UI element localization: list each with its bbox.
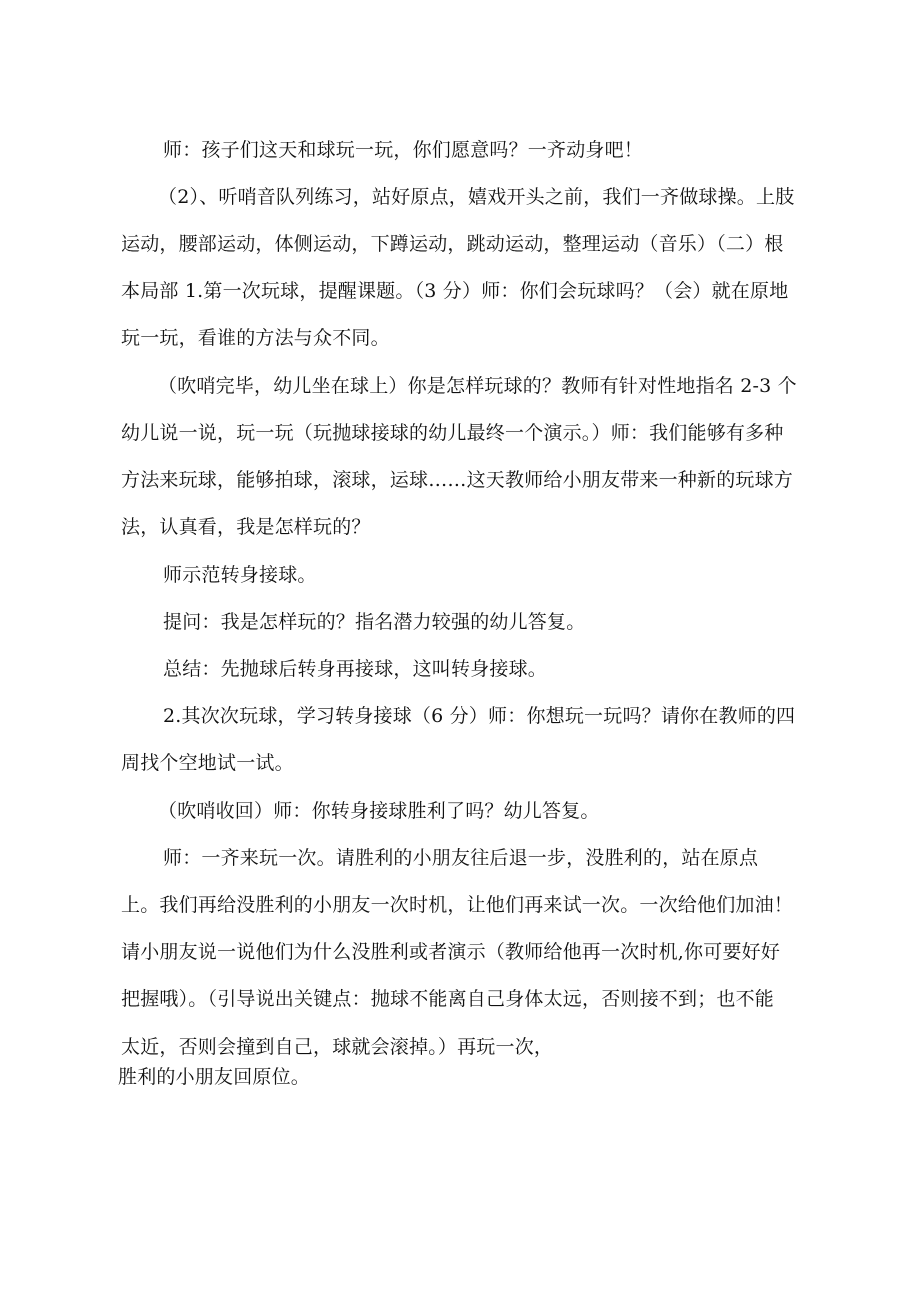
text-line: 周找个空地试一试。 [121,752,294,774]
text-line: 师：孩子们这天和球玩一玩，你们愿意吗？一齐动身吧！ [163,139,644,161]
text-line: 把握哦）。（引导说出关键点：抛球不能离自己身体太远，否则接不到；也不能 [121,988,775,1010]
text-line: 上。我们再给没胜利的小朋友一次时机，让他们再来试一次。一次给他们加油！ [121,894,794,916]
text-line: 师示范转身接球。 [163,564,317,586]
text-line: （吹哨收回）师：你转身接球胜利了吗？幼儿答复。 [158,800,600,822]
text-line: （2）、听哨音队列练习，站好原点，嬉戏开头之前，我们一齐做球操。上肢 [158,186,795,208]
text-line: 运动，腰部运动，体侧运动，下蹲运动，跳动运动，整理运动（音乐）（二）根 [121,233,784,255]
text-line: 玩一玩，看谁的方法与众不同。 [121,327,390,349]
text-line: 胜利的小朋友回原位。 [118,1066,311,1088]
text-line: 请小朋友说一说他们为什么没胜利或者演示（教师给他再一次时机,你可要好好 [121,941,781,963]
text-line: （吹哨完毕，幼儿坐在球上）你是怎样玩球的？教师有针对性地指名 2-3 个 [158,375,797,397]
text-line: 方法来玩球，能够拍球，滚球，运球……这天教师给小朋友带来一种新的玩球方 [121,469,794,491]
text-line: 法，认真看，我是怎样玩的？ [121,516,371,538]
text-line: 总结：先抛球后转身再接球，这叫转身接球。 [163,658,548,680]
text-line: 本局部 1.第一次玩球，提醒课题。（3 分）师：你们会玩球吗？（会）就在原地 [121,280,789,302]
text-line: 师：一齐来玩一次。请胜利的小朋友往后退一步，没胜利的，站在原点 [163,847,759,869]
text-line: 提问：我是怎样玩的？指名潜力较强的幼儿答复。 [163,611,586,633]
text-line: 2.其次次玩球，学习转身接球（6 分）师：你想玩一玩吗？请你在教师的四 [163,705,796,727]
text-line: 幼儿说一说，玩一玩（玩抛球接球的幼儿最终一个演示。）师：我们能够有多种 [121,422,784,444]
text-line: 太近，否则会撞到自己，球就会滚掉。）再玩一次， [121,1036,554,1058]
